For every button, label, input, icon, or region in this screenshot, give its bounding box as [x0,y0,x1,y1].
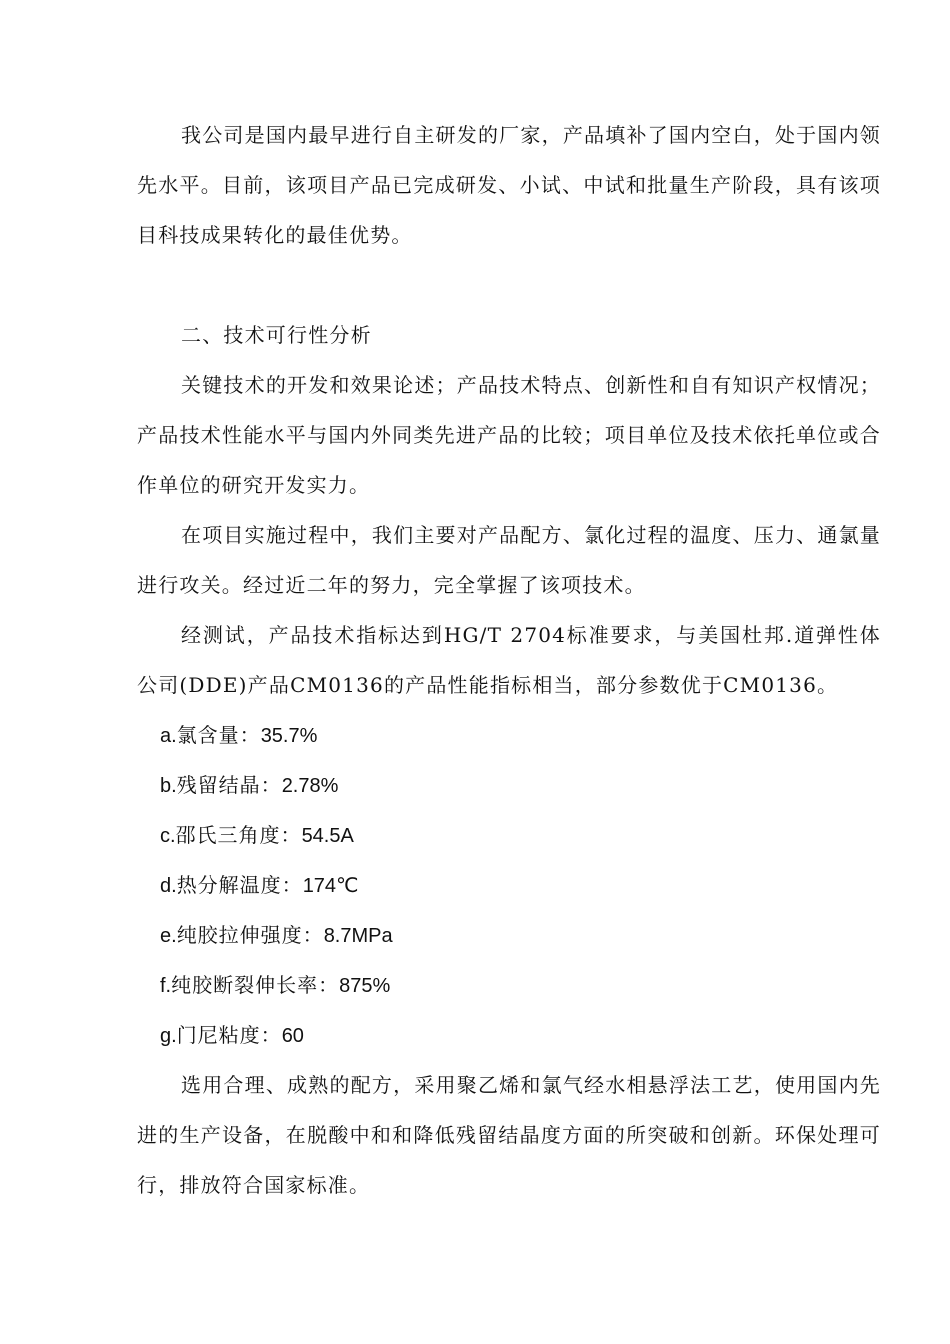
spec-value: 35.7% [260,725,318,747]
spec-value: 8.7MPa [323,925,393,947]
spec-value: 2.78% [281,775,339,797]
paragraph-testing: 经测试，产品技术指标达到HG/T 2704标准要求，与美国杜邦.道弹性体公司(DDE)产品CM0136的产品性能指标相当，部分参数优于CM0136。 [137,623,881,697]
spec-value: 875% [339,975,391,997]
spec-label: 氯含量： [176,723,261,747]
spec-item-tensile-strength [160,910,393,960]
spec-item-hardness [160,810,393,860]
paragraph-implementation: 在项目实施过程中，我们主要对产品配方、氯化过程的温度、压力、通氯量进行攻关。经过近二年的努力，完全掌握了该项技术。 [137,523,881,597]
spec-value: 60 [281,1025,304,1047]
spec-item-decomposition-temp [160,860,393,910]
spec-prefix: a. [160,725,177,747]
section-heading: 二、技术可行性分析 [181,323,372,347]
spec-prefix: d. [160,875,177,897]
spec-label: 残留结晶： [176,773,282,797]
spec-prefix: f. [160,975,172,997]
spec-label: 邵氏三角度： [175,823,302,847]
spec-value: 54.5A [301,825,354,847]
spec-item-mooney-viscosity [160,1010,393,1060]
spec-prefix: g. [160,1025,177,1047]
spec-item-crystallinity [160,760,393,810]
spec-prefix: e. [160,925,177,947]
paragraph-process: 选用合理、成熟的配方，采用聚乙烯和氯气经水相悬浮法工艺，使用国内先进的生产设备，在脱酸中和和降低残留结晶度方面的所突破和创新。环保处理可行，排放符合国家标准。 [137,1073,881,1197]
spec-label: 纯胶断裂伸长率： [171,973,340,997]
spec-list [160,710,393,1060]
spec-item-chlorine [160,710,393,760]
spec-value: 174℃ [302,875,359,897]
spec-prefix: b. [160,775,177,797]
spec-label: 热分解温度： [176,873,303,897]
paragraph-company-intro: 我公司是国内最早进行自主研发的厂家，产品填补了国内空白，处于国内领先水平。目前，该项目产品已完成研发、小试、中试和批量生产阶段，具有该项目科技成果转化的最佳优势。 [137,123,881,247]
spec-prefix: c. [160,825,176,847]
spec-item-elongation [160,960,393,1010]
paragraph-key-tech: 关键技术的开发和效果论述；产品技术特点、创新性和自有知识产权情况；产品技术性能水平与国内外同类先进产品的比较；项目单位及技术依托单位或合作单位的研究开发实力。 [137,373,881,497]
spec-label: 门尼粘度： [176,1023,282,1047]
spec-label: 纯胶拉伸强度： [176,923,324,947]
